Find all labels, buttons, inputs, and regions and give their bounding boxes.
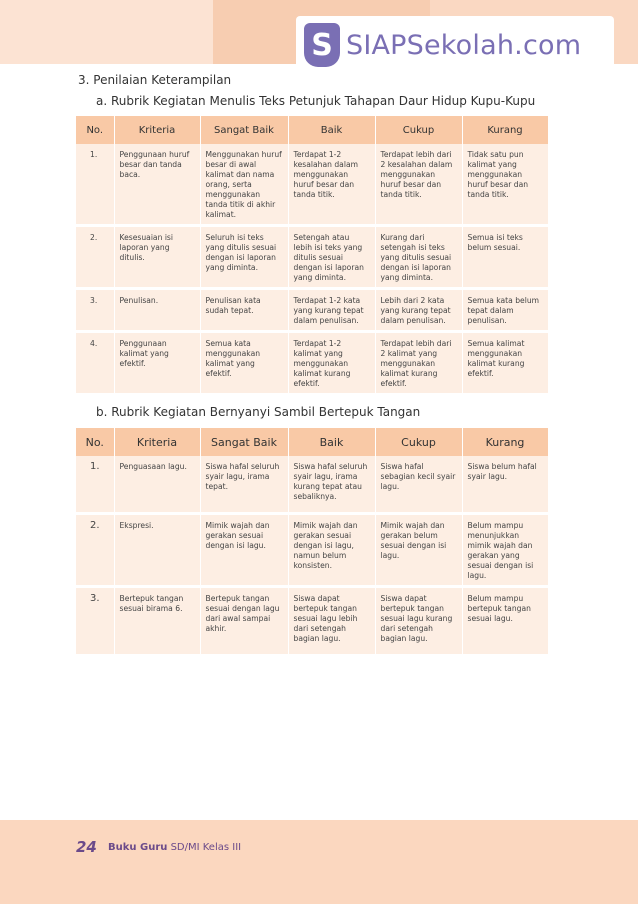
cell-sangat-baik: Penulisan kata sudah tepat. xyxy=(200,289,288,332)
cell-no: 3. xyxy=(76,289,114,332)
header-baik: Baik xyxy=(288,116,375,144)
header-kurang: Kurang xyxy=(462,116,548,144)
bottom-decorative-band xyxy=(0,820,638,904)
cell-no: 1. xyxy=(76,456,114,514)
rubric-table-singing xyxy=(76,428,549,657)
subsection-title-b: b. Rubrik Kegiatan Bernyanyi Sambil Bertepuk Tangan xyxy=(96,405,421,419)
cell-kriteria: Penguasaan lagu. xyxy=(114,456,200,514)
header-cukup: Cukup xyxy=(375,428,462,456)
cell-kurang: Belum mampu menunjukkan mimik wajah dan gerakan yang sesuai dengan isi lagu. xyxy=(462,514,548,587)
watermark-logo xyxy=(296,16,614,74)
cell-kurang: Semua kalimat menggunakan kalimat kurang efektif. xyxy=(462,332,548,395)
footer-book-level: SD/MI Kelas III xyxy=(170,842,242,853)
cell-no: 1. xyxy=(76,144,114,226)
footer-book-title xyxy=(108,842,241,853)
header-cukup: Cukup xyxy=(375,116,462,144)
rubric-table-writing xyxy=(76,116,549,396)
cell-no: 2. xyxy=(76,226,114,289)
cell-no: 2. xyxy=(76,514,114,587)
cell-baik: Mimik wajah dan gerakan sesuai dengan isi lagu, namun belum konsisten. xyxy=(288,514,375,587)
table-row xyxy=(76,226,548,289)
table-row xyxy=(76,587,548,656)
header-kriteria: Kriteria xyxy=(114,428,200,456)
cell-no: 4. xyxy=(76,332,114,395)
cell-baik: Siswa dapat bertepuk tangan sesuai lagu lebih dari setengah bagian lagu. xyxy=(288,587,375,656)
header-baik: Baik xyxy=(288,428,375,456)
page-number: 24 xyxy=(76,838,97,856)
cell-kurang: Semua isi teks belum sesuai. xyxy=(462,226,548,289)
cell-kriteria: Penggunaan kalimat yang efektif. xyxy=(114,332,200,395)
cell-kriteria: Ekspresi. xyxy=(114,514,200,587)
cell-cukup: Terdapat lebih dari 2 kalimat yang menggunakan kalimat kurang efektif. xyxy=(375,332,462,395)
top-band-block xyxy=(0,0,213,64)
cell-no: 3. xyxy=(76,587,114,656)
table-row xyxy=(76,332,548,395)
cell-kriteria: Kesesuaian isi laporan yang ditulis. xyxy=(114,226,200,289)
cell-cukup: Lebih dari 2 kata yang kurang tepat dalam penulisan. xyxy=(375,289,462,332)
header-no: No. xyxy=(76,116,114,144)
cell-sangat-baik: Mimik wajah dan gerakan sesuai dengan isi lagu. xyxy=(200,514,288,587)
section-title: 3. Penilaian Keterampilan xyxy=(78,73,232,87)
logo-badge-icon: S xyxy=(304,23,340,67)
cell-cukup: Siswa hafal sebagian kecil syair lagu. xyxy=(375,456,462,514)
cell-kurang: Siswa belum hafal syair lagu. xyxy=(462,456,548,514)
subsection-title-a: a. Rubrik Kegiatan Menulis Teks Petunjuk Tahapan Daur Hidup Kupu-Kupu xyxy=(96,94,536,108)
cell-sangat-baik: Bertepuk tangan sesuai dengan lagu dari awal sampai akhir. xyxy=(200,587,288,656)
cell-cukup: Siswa dapat bertepuk tangan sesuai lagu kurang dari setengah bagian lagu. xyxy=(375,587,462,656)
cell-sangat-baik: Menggunakan huruf besar di awal kalimat dan nama orang, serta menggunakan tanda titik di akhir kalimat. xyxy=(200,144,288,226)
cell-baik: Terdapat 1-2 kalimat yang menggunakan kalimat kurang efektif. xyxy=(288,332,375,395)
cell-cukup: Kurang dari setengah isi teks yang ditulis sesuai dengan isi laporan yang diminta. xyxy=(375,226,462,289)
cell-baik: Setengah atau lebih isi teks yang ditulis sesuai dengan isi laporan yang diminta. xyxy=(288,226,375,289)
logo-text: SIAPSekolah.com xyxy=(346,29,582,61)
cell-kurang: Semua kata belum tepat dalam penulisan. xyxy=(462,289,548,332)
cell-sangat-baik: Seluruh isi teks yang ditulis sesuai dengan isi laporan yang diminta. xyxy=(200,226,288,289)
cell-baik: Terdapat 1-2 kata yang kurang tepat dalam penulisan. xyxy=(288,289,375,332)
cell-baik: Siswa hafal seluruh syair lagu, irama kurang tepat atau sebaliknya. xyxy=(288,456,375,514)
cell-baik: Terdapat 1-2 kesalahan dalam menggunakan huruf besar dan tanda titik. xyxy=(288,144,375,226)
cell-kriteria: Bertepuk tangan sesuai birama 6. xyxy=(114,587,200,656)
table-row xyxy=(76,514,548,587)
table-row xyxy=(76,144,548,226)
header-kriteria: Kriteria xyxy=(114,116,200,144)
cell-kriteria: Penggunaan huruf besar dan tanda baca. xyxy=(114,144,200,226)
cell-kurang: Tidak satu pun kalimat yang menggunakan huruf besar dan tanda titik. xyxy=(462,144,548,226)
header-kurang: Kurang xyxy=(462,428,548,456)
table-row xyxy=(76,289,548,332)
header-sangat-baik: Sangat Baik xyxy=(200,116,288,144)
header-sangat-baik: Sangat Baik xyxy=(200,428,288,456)
table-row xyxy=(76,456,548,514)
cell-cukup: Mimik wajah dan gerakan belum sesuai dengan isi lagu. xyxy=(375,514,462,587)
cell-sangat-baik: Siswa hafal seluruh syair lagu, irama tepat. xyxy=(200,456,288,514)
cell-kurang: Belum mampu bertepuk tangan sesuai lagu. xyxy=(462,587,548,656)
header-no: No. xyxy=(76,428,114,456)
footer-book-name: Buku Guru xyxy=(108,842,168,853)
cell-kriteria: Penulisan. xyxy=(114,289,200,332)
cell-cukup: Terdapat lebih dari 2 kesalahan dalam menggunakan huruf besar dan tanda titik. xyxy=(375,144,462,226)
table-header-row xyxy=(76,428,548,456)
cell-sangat-baik: Semua kata menggunakan kalimat yang efektif. xyxy=(200,332,288,395)
table-header-row xyxy=(76,116,548,144)
